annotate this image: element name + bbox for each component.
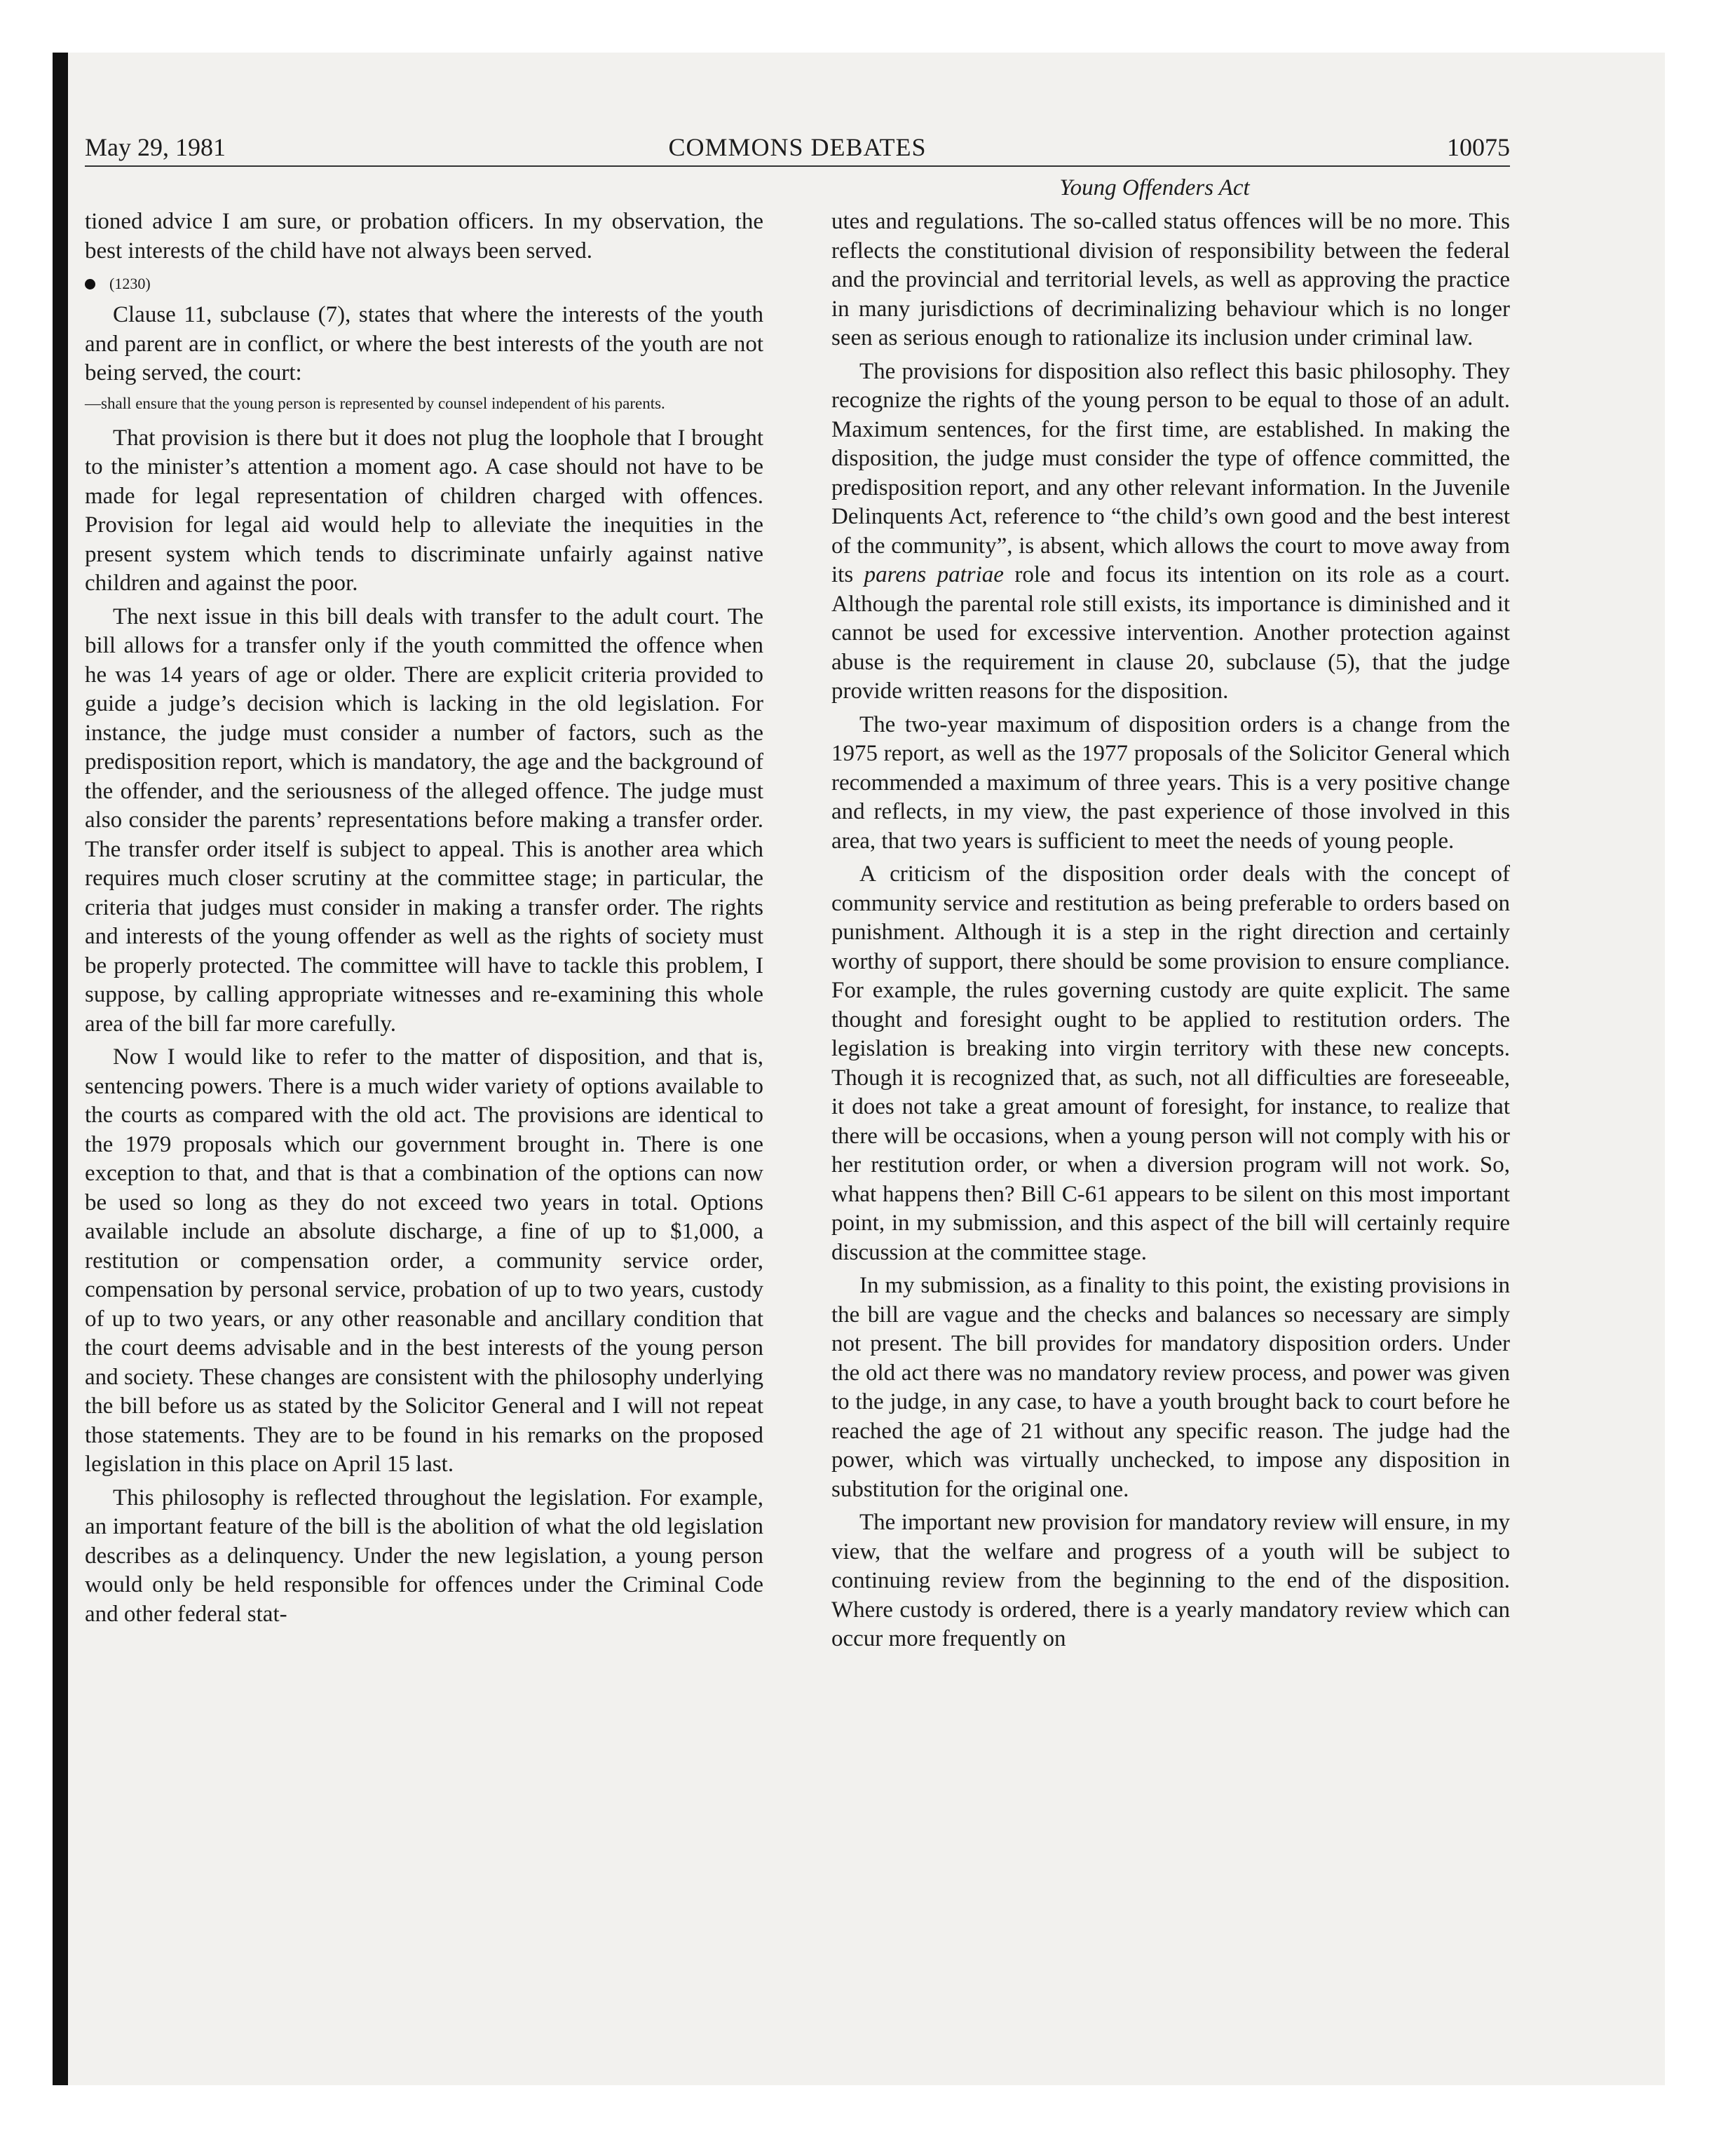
paragraph: A criticism of the disposition order deals with the concept of community service and restitution as being preferable to orders based on punishment. Although it is a step in the right direction and certainly worthy of support, there should be some provision to ensure compliance. For example, the rules governing custody are quite explicit. The same thought and foresight ought to be applied to restitution orders. The legislation is breaking into virgin territory with these new concepts. Though it is recognized that, as such, not all difficulties are foreseeable, it does not take a great amount of foresight, for instance, to realize that there will be occasions, when a young person will not comply with his or her restitution order, or when a diversion program will not work. So, what happens then? Bill C-61 appears to be silent on this most important point, in my submission, and this aspect of the bill will certainly require discussion at the committee stage. — [831, 861, 1510, 1265]
paragraph: The important new provision for mandatory review will ensure, in my view, that the welfare and progress of a youth will be subject to continuing review from the beginning to the end of the disposition. Where custody is ordered, there is a yearly mandatory review which can occur more frequently on — [831, 1510, 1510, 1651]
header-page-number: 10075 — [1447, 133, 1510, 161]
block-quote: —shall ensure that the young person is represented by counsel independent of his parents. — [85, 394, 665, 412]
right-column — [831, 207, 1510, 1658]
header-date: May 29, 1981 — [85, 133, 226, 161]
page-header — [85, 132, 1510, 163]
paragraph: Clause 11, subclause (7), states that where the interests of the youth and parent are in conflict, or where the best interests of the youth are not being served, the court: — [85, 302, 763, 386]
paragraph: That provision is there but it does not plug the loophole that I brought to the minister’s attention a moment ago. A case should not have to be made for legal representation of children charged with offences. Provision for legal aid would help to alleviate the inequities in the present system which tends to discriminate unfairly against native children and against the poor. — [85, 425, 763, 596]
scan-edge-shadow — [53, 53, 68, 2085]
paragraph: In my submission, as a finality to this point, the existing provisions in the bill are vague and the checks and balances so necessary are simply not present. The bill provides for mandatory disposition orders. Under the old act there was no mandatory review process, and power was given to the judge, in any case, to have a youth brought back to court before he reached the age of 21 without any specific reason. The judge had the power, which was virtually unchecked, to impose any disposition in substitution for the original one. — [831, 1273, 1510, 1502]
time-marker-label: (1230) — [109, 275, 151, 292]
paragraph: The two-year maximum of disposition orders is a change from the 1975 report, as well as the 1977 proposals of the Solicitor General which recommended a maximum of three years. This is a very positive change and reflects, in my view, the past experience of those involved in this area, that two years is sufficient to meet the needs of young people. — [831, 711, 1510, 854]
paragraph — [831, 357, 1510, 707]
header-rule — [85, 165, 1510, 167]
scan-margin-top — [0, 0, 1735, 53]
paragraph: Now I would like to refer to the matter of disposition, and that is, sentencing powers. There is a much wider variety of options available to the courts as compared with the old act. The provisions are identical to the 1979 proposals which our government brought in. There is one exception to that, and that is that a combination of the options can now be used so long as they do not exceed two years in total. Options available include an absolute discharge, a fine of up to $1,000, a restitution or compensation order, a community service order, compensation by personal service, probation of up to two years, custody of up to two years, or any other reasonable and ancillary condition that the court deems advisable and in the best interests of the young person and society. These changes are consistent with the philosophy underlying the bill before us as stated by the Solicitor General and I will not repeat those statements. They are to be found in his remarks on the proposed legislation in this place on April 15 last. — [85, 1044, 763, 1477]
paragraph-text: role and focus its intention on its role as a court. Although the parental role still exists, its importance is diminished and it cannot be used for excessive intervention. Another protection against abuse is the requirement in clause 20, subclause (5), that the judge provide written reasons for the disposition. — [831, 562, 1510, 704]
paragraph: utes and regulations. The so-called status offences will be no more. This reflects the constitutional division of responsibility between the federal and the provincial and territorial levels, as well as approving the practice in many jurisdictions of decriminalizing behaviour which is no longer seen as serious enough to rationalize its inclusion under criminal law. — [831, 209, 1510, 350]
paragraph: The next issue in this bill deals with transfer to the adult court. The bill allows for a transfer only if the youth committed the offence when he was 14 years of age or older. There are explicit criteria provided to guide a judge’s decision which is lacking in the old legislation. For instance, the judge must consider a number of factors, such as the predisposition report, which is mandatory, the age and the background of the offender, and the seriousness of the alleged offence. The judge must also consider the parents’ representations before making a transfer order. The transfer order itself is subject to appeal. This is another area which requires much closer scrutiny at the committee stage; in particular, the criteria that judges must consider in making a transfer order. The rights and interests of the young offender as well as the rights of society must be properly protected. The committee will have to tackle this problem, I suppose, by calling appropriate witnesses and re-examining this whole area of the bill far more carefully. — [85, 603, 763, 1037]
paragraph-text: The provisions for disposition also reflect this basic philosophy. They recognize the rights of the young person to be equal to those of an adult. Maximum sentences, for the first time, are established. In making the disposition, the judge must consider the type of offence committed, the predisposition report, and any other relevant information. In the Juvenile Delinquents Act, reference to “the child’s own good and the best interest of the community”, is absent, which allows the court to move away from its — [831, 358, 1510, 587]
paragraph: tioned advice I am sure, or probation officers. In my observation, the best interests of the child have not always been served. — [85, 209, 763, 264]
bullet-icon — [85, 279, 95, 289]
latin-term: parens patriae — [864, 562, 1004, 587]
time-marker — [85, 270, 763, 298]
left-column — [85, 207, 763, 1633]
paragraph: This philosophy is reflected throughout the legislation. For example, an important feature of the bill is the abolition of what the old legislation describes as a delinquency. Under the new legislation, a young person would only be held responsible for offences under the Criminal Code and other federal stat- — [85, 1485, 763, 1627]
header-publication: COMMONS DEBATES — [668, 133, 927, 161]
running-title: Young Offenders Act — [1059, 175, 1250, 200]
